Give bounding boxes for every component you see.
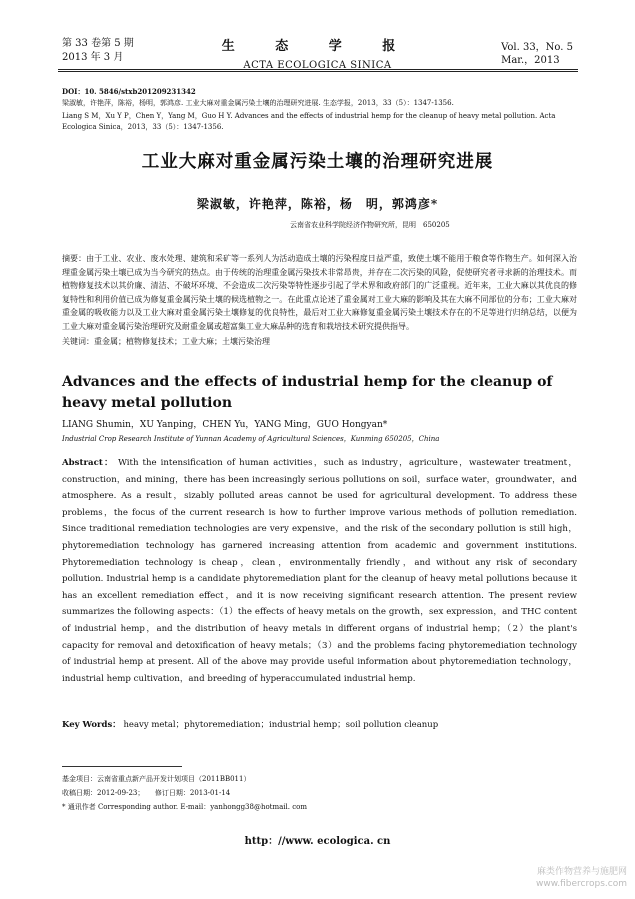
doi: DOI：10. 5846/stxb201209231342 bbox=[62, 87, 196, 96]
keywords-cn: 关键词：重金属；植物修复技术；工业大麻；土壤污染治理 bbox=[62, 337, 270, 346]
issue-volume-en: Vol. 33，No. 5 bbox=[501, 42, 573, 53]
corresponding-author: * 通讯作者 Corresponding author. E-mail：yanhongg38@hotmail. com bbox=[62, 803, 308, 811]
footnote bbox=[62, 772, 577, 814]
citation-en: Liang S M，Xu Y P，Chen Y，Yang M，Guo H Y. Advances and the effects of industrial hemp for the cleanup of heavy metal pollution. Acta Ecologica Sinica，2013，33（5）：1347-1356. bbox=[62, 112, 556, 131]
affiliation-cn: 云南省农业科学院经济作物研究所，昆明 650205 bbox=[290, 221, 450, 229]
watermark: 麻类作物营养与施肥网 www.fibercrops.com bbox=[536, 867, 627, 889]
journal-url: http：//www. ecologica. cn bbox=[244, 836, 391, 847]
authors-cn: 梁淑敏，许艳萍，陈裕，杨 明，郭鸿彦* bbox=[196, 197, 439, 211]
fund-info: 基金项目：云南省重点新产品开发计划项目（2011BB011） bbox=[62, 775, 251, 783]
abstract-en-label: Abstract： bbox=[62, 458, 115, 468]
received-dates: 收稿日期：2012-09-23； 修订日期：2013-01-14 bbox=[62, 789, 231, 797]
authors-en: LIANG Shumin，XU Yanping，CHEN Yu，YANG Ming，GUO Hongyan* bbox=[62, 420, 388, 430]
abstract-en-text: With the intensification of human activities，such as industry，agriculture，wastewater treatment，construction，and mining，there has been increasingly serious pollutions on soil，surface water，groundwater，and atmosphere. As a result，sizably polluted areas cannot be used for agricultural development. To address these problems，the focus of the current research is how to further improve various methods of pollution remediation. Since traditional remediation technologies are very expensive，and the risk of the secondary pollution is still high，phytoremediation technology has garnered increasing attention from academic and government institutions. Phytoremediation technology is cheap，clean，environmentally friendly，and without any risk of secondary pollution. Industrial hemp is a candidate phytoremediation plant for the cleanup of heavy metal pollutions because it has an excellent remediation effect，and it is now receiving significant research attention. The present review summarizes the following aspects：（1）the effects of heavy metals on the growth，sex expression，and THC content of industrial hemp，and the distribution of heavy metals in different organs of industrial hemp；（2）the plant's capacity for removal and detoxification of heavy metals；（3）and the problems facing phytoremediation technology of industrial hemp at present. All of the above may provide useful information about phytoremediation technology，industrial hemp cultivation，and breeding of hyperaccumulated industrial hemp. bbox=[62, 458, 577, 684]
header-rule bbox=[58, 69, 578, 70]
page-title-cn: 工业大麻对重金属污染土壤的治理研究进展 bbox=[141, 152, 494, 172]
footnote-rule bbox=[62, 766, 182, 767]
issue-volume: 第 33 卷第 5 期 bbox=[62, 38, 134, 49]
affiliation-en: Industrial Crop Research Institute of Yunnan Academy of Agricultural Sciences，Kunming 650205，China bbox=[62, 435, 440, 443]
header-rule-thin bbox=[58, 71, 578, 72]
journal-name-en: ACTA ECOLOGICA SINICA bbox=[243, 60, 392, 71]
issue-date: 2013 年 3 月 bbox=[62, 52, 124, 63]
abstract-en bbox=[62, 455, 577, 687]
journal-name-cn: 生 态 学 报 bbox=[221, 39, 414, 54]
keywords-en-text: heavy metal；phytoremediation；industrial hemp；soil pollution cleanup bbox=[123, 720, 439, 730]
issue-info-en bbox=[501, 41, 573, 67]
keywords-en-label: Key Words： bbox=[62, 720, 121, 730]
keywords-en bbox=[62, 718, 577, 730]
issue-date-en: Mar.，2013 bbox=[501, 55, 560, 66]
citation-cn: 梁淑敏，许艳萍，陈裕，杨明，郭鸿彦. 工业大麻对重金属污染土壤的治理研究进展. 生态学报，2013，33（5）：1347-1356. bbox=[62, 99, 454, 107]
abstract-cn: 摘要：由于工业、农业、废水处理、建筑和采矿等一系列人为活动造成土壤的污染程度日益严重，致使土壤不能用于粮食等作物生产。如何深入治理重金属污染土壤已成为当今研究的热点。由于传统的治理重金属污染技术非常昂贵，并存在二次污染的风险，促使研究者寻求新的治理技术。而植物修复技术以其价廉、清洁、不破坏环境、不会造成二次污染等特性逐步引起了学术界和政府部门的广泛重视。近年来，工业大麻以其优良的修复特性和利用价值已成为修复重金属污染土壤的候选植物之一。在此重点论述了重金属对工业大麻的影响及其在大麻不同部位的分布；工业大麻对重金属的吸收能力以及工业大麻对重金属污染土壤修复的优良特性，最后对工业大麻修复重金属污染土壤技术存在的不足等进行归纳总结，以便为工业大麻对重金属污染治理研究及耐重金属或超富集工业大麻品种的选育和栽培技术研究提供指导。 bbox=[62, 254, 577, 331]
page-title-en: Advances and the effects of industrial hemp for the cleanup of heavy metal pollution bbox=[62, 374, 553, 411]
